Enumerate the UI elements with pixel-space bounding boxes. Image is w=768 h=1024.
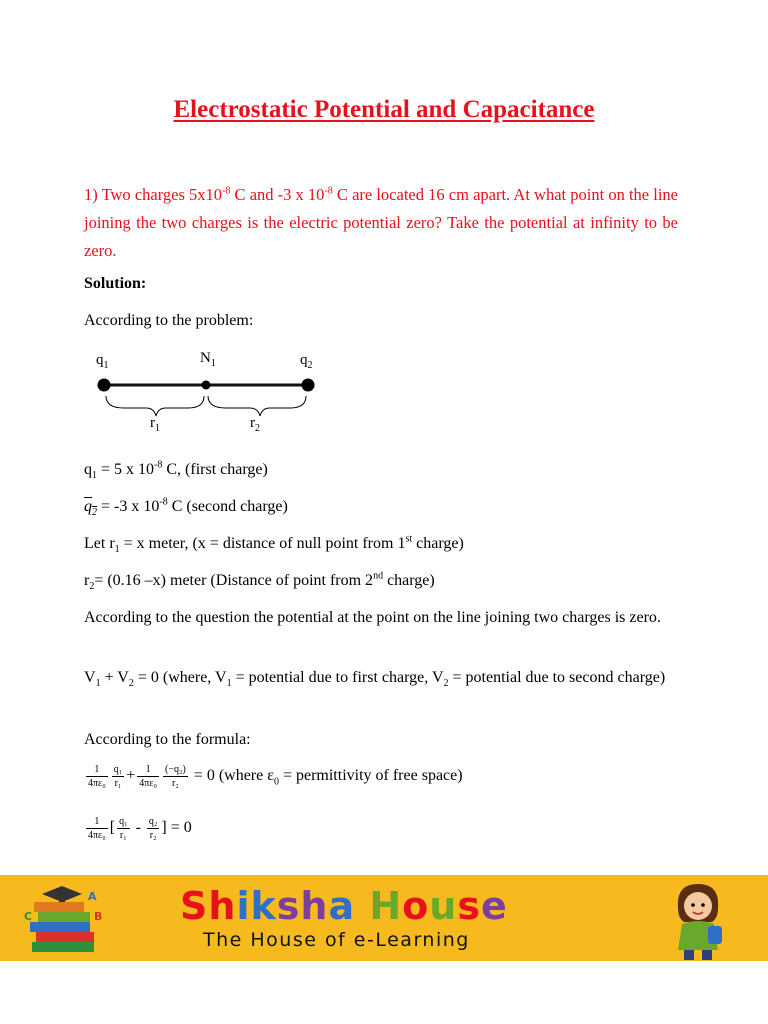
r2-definition: $r_2= (0.16$ –x) meter (Distance of point from 2nd charge) xyxy=(84,570,435,593)
potential-sum-line: $V_1 + V_2 = 0$ (where, $V_1$ = potential due to first charge, $V_2$ = potential due to second charge) xyxy=(84,669,666,690)
q1-definition: $q_1 = 5$ x $10^{-8}$ C, (first charge) xyxy=(84,459,268,482)
fraction: $\frac{\text{q₁}}{\text{r₁}}$ xyxy=(113,764,123,789)
svg-text:A: A xyxy=(88,890,97,903)
label-n1: $N_1$ xyxy=(200,350,216,369)
charge-diagram xyxy=(84,344,334,434)
brand-letter: i xyxy=(236,884,251,928)
r1-definition: Let $r_1 = x$ meter, (x = distance of null point from 1st charge) xyxy=(84,533,464,556)
label-q2: $q_2$ xyxy=(300,352,313,371)
brand-letter: e xyxy=(480,884,508,928)
brand-name xyxy=(180,884,508,928)
fraction: $\frac{1}{\text{4πε₀}}$ xyxy=(88,816,106,841)
brand-letter: s xyxy=(276,884,301,928)
page-title: Electrostatic Potential and Capacitance xyxy=(173,96,595,123)
q2-definition: $q_2 = -3$ x $10^{-8}$ C (second charge) xyxy=(84,496,288,519)
svg-text:C: C xyxy=(24,910,33,923)
charge-q1-dot xyxy=(98,379,111,392)
question-statement: According to the question the potential at the point on the line joining two charges is zero. xyxy=(84,609,661,626)
brand-letter: o xyxy=(402,884,430,928)
fraction: $\frac{1}{\text{4πε₀}}$ xyxy=(88,764,106,789)
brand-letter: H xyxy=(369,884,403,928)
brand-letter: a xyxy=(328,884,356,928)
equation-1: $\frac{1}{\text{4πε₀}}$ $\frac{\text{q₁}}{\text{r₁}}$ + $\frac{1}{\text{4πε₀}}$ $\frac{\text{(−q₂)}}{\text{r₂}}$ = 0 (where $\varepsilon_0$ = permittivity of free space) xyxy=(88,764,463,789)
brand-letter: u xyxy=(429,884,458,928)
fraction: $\frac{\text{q₂}}{\text{r₂}}$ xyxy=(148,816,158,841)
student-girl-icon xyxy=(664,878,734,962)
equation-2: $\frac{1}{\text{4πε₀}}$ [ $\frac{\text{q₁}}{\text{r₁}}$ - $\frac{\text{q₂}}{\text{r₂}}$ ] = 0 xyxy=(88,816,192,841)
brand-letter: S xyxy=(180,884,209,928)
according-problem-text: According to the problem: xyxy=(84,312,254,329)
svg-text:B: B xyxy=(94,910,103,923)
brand-letter: h xyxy=(208,884,237,928)
brand-letter: s xyxy=(457,884,481,928)
fraction: $\frac{1}{\text{4πε₀}}$ xyxy=(139,764,157,789)
label-r1: $r_1$ xyxy=(150,415,160,434)
brand-letter: k xyxy=(250,884,277,928)
brand-letter xyxy=(355,884,369,928)
fraction: $\frac{\text{q₁}}{\text{r₁}}$ xyxy=(119,816,128,841)
brace-r2 xyxy=(208,396,306,416)
fraction: $\frac{\text{(−q₂)}}{\text{r₂}}$ xyxy=(165,764,186,789)
charge-q2-dot xyxy=(302,379,315,392)
brand-letter: h xyxy=(300,884,329,928)
books-icon xyxy=(22,880,112,958)
brace-r1 xyxy=(106,396,204,416)
label-r2: $r_2$ xyxy=(250,415,260,434)
null-point-dot xyxy=(202,381,211,390)
brand-tagline: The House of e-Learning xyxy=(203,929,470,951)
solution-label: Solution: xyxy=(84,275,147,292)
question-text: 1) Two charges $5x10^{-8}$ C and -3 x $10^{-8}$ C are located 16 cm apart. At what point on the line joining the two charges is the electric potential zero? Take the potential at infinity to be zero. xyxy=(84,185,678,260)
label-q1: $q_1$ xyxy=(96,352,109,371)
formula-label: According to the formula: xyxy=(84,731,251,748)
